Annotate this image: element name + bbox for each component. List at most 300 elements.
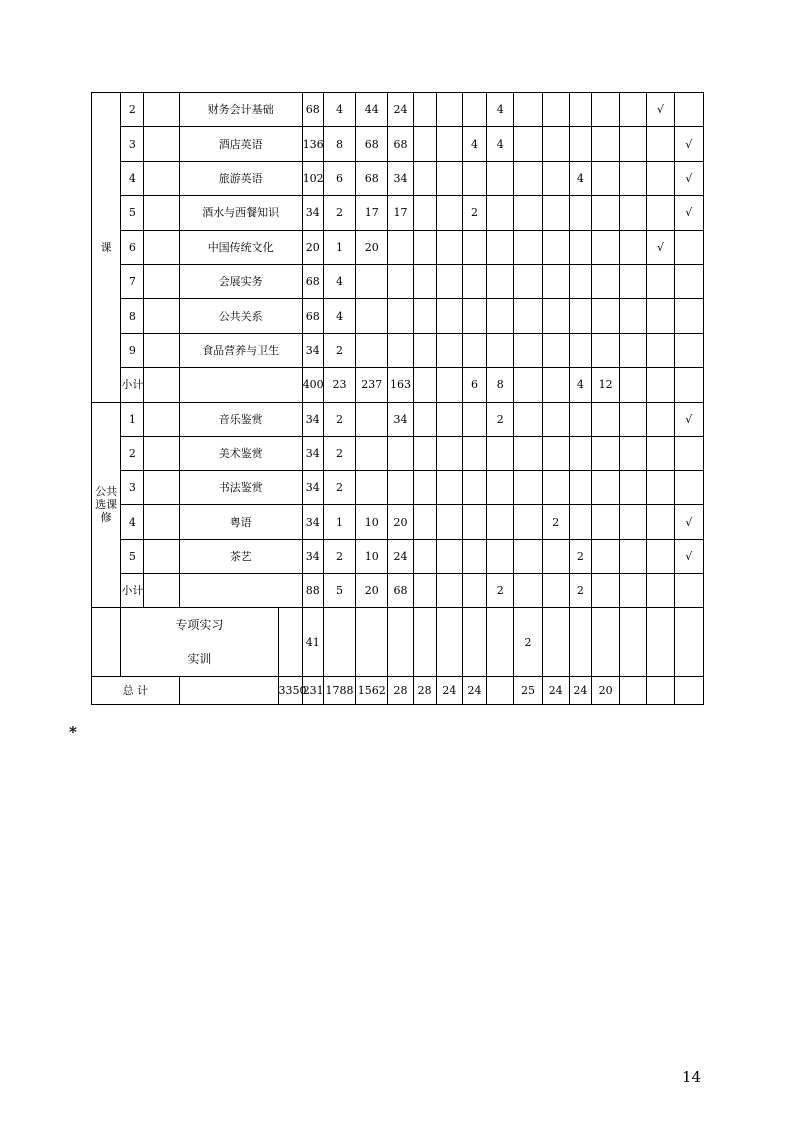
cell-theory: 20 <box>356 230 388 264</box>
cell-c13 <box>514 333 542 367</box>
cell-c14 <box>542 402 569 436</box>
cell-practice <box>388 230 413 264</box>
cell-c15 <box>569 196 591 230</box>
cell-practice <box>388 436 413 470</box>
cell-total-c10: 28 <box>413 677 436 705</box>
table-row <box>92 93 704 127</box>
cell-theory: 237 <box>356 368 388 402</box>
cell-c19 <box>674 333 703 367</box>
cell-total-c16: 20 <box>591 677 619 705</box>
cell-no: 9 <box>121 333 144 367</box>
cell-practice: 34 <box>388 161 413 195</box>
cell-c11: 4 <box>462 127 486 161</box>
cell-c9 <box>413 230 436 264</box>
cell-c13 <box>514 574 542 608</box>
cell-c17 <box>620 333 647 367</box>
cell-c14 <box>542 161 569 195</box>
cell-no: 小计 <box>121 574 144 608</box>
table-row <box>92 196 704 230</box>
cell-empty <box>144 333 179 367</box>
cell-practice: 17 <box>388 196 413 230</box>
cell-c12: 4 <box>487 127 514 161</box>
cell-hours: 34 <box>302 333 323 367</box>
cell-no: 7 <box>121 264 144 298</box>
cell-name: 会展实务 <box>179 264 302 298</box>
cell-empty <box>144 436 179 470</box>
cell-theory: 17 <box>356 196 388 230</box>
cell-credits: 5 <box>323 574 355 608</box>
cell-credits: 1 <box>323 505 355 539</box>
cell-c12: 4 <box>487 93 514 127</box>
cell-hours: 136 <box>302 127 323 161</box>
project-label-line2: 实训 <box>187 652 212 667</box>
cell-c18 <box>647 539 674 573</box>
cell-name: 书法鉴赏 <box>179 471 302 505</box>
table-row <box>92 402 704 436</box>
cell-c14 <box>542 436 569 470</box>
cell-c14: 2 <box>514 608 542 677</box>
cell-total-practice: 1562 <box>356 677 388 705</box>
cell-c14 <box>542 368 569 402</box>
cell-c9 <box>413 93 436 127</box>
cell-c13 <box>514 93 542 127</box>
cell-c9 <box>413 333 436 367</box>
cell-c17 <box>620 230 647 264</box>
cell-total-c17 <box>620 677 647 705</box>
table-row <box>92 264 704 298</box>
cell-c18 <box>647 505 674 539</box>
cell-c9 <box>413 471 436 505</box>
cell-c19: √ <box>674 402 703 436</box>
cell-no: 1 <box>121 402 144 436</box>
cell-c12 <box>487 230 514 264</box>
cell-c9 <box>413 196 436 230</box>
cell-total-c19 <box>674 677 703 705</box>
cell-practice: 68 <box>388 127 413 161</box>
cell-theory: 20 <box>356 574 388 608</box>
cell-credits: 2 <box>323 196 355 230</box>
cell-name: 旅游英语 <box>179 161 302 195</box>
cell-c10 <box>436 539 462 573</box>
cell-hours <box>278 608 302 677</box>
group-public-label-line: 修 <box>100 511 112 525</box>
cell-credits: 6 <box>323 161 355 195</box>
cell-hours: 34 <box>302 505 323 539</box>
group-label-public <box>92 402 121 608</box>
cell-c18 <box>647 471 674 505</box>
cell-c16 <box>591 574 619 608</box>
cell-c10 <box>436 574 462 608</box>
cell-theory: 10 <box>356 539 388 573</box>
cell-c16 <box>591 471 619 505</box>
table-row <box>92 230 704 264</box>
cell-credits: 4 <box>323 299 355 333</box>
cell-hours: 88 <box>302 574 323 608</box>
cell-c18 <box>647 196 674 230</box>
cell-name: 食品营养与卫生 <box>179 333 302 367</box>
cell-c19 <box>674 264 703 298</box>
cell-total-credits: 231 <box>302 677 323 705</box>
cell-c18: √ <box>647 230 674 264</box>
cell-c13 <box>514 436 542 470</box>
cell-empty <box>144 574 179 608</box>
cell-c13 <box>514 264 542 298</box>
cell-c18 <box>647 574 674 608</box>
cell-hours: 400 <box>302 368 323 402</box>
cell-c16 <box>591 196 619 230</box>
cell-c15: 4 <box>569 368 591 402</box>
cell-c11 <box>462 505 486 539</box>
cell-hours: 20 <box>302 230 323 264</box>
cell-theory <box>356 436 388 470</box>
cell-c12: 8 <box>487 368 514 402</box>
table-body <box>92 93 704 705</box>
cell-credits: 2 <box>323 539 355 573</box>
cell-theory: 44 <box>356 93 388 127</box>
table-row <box>92 539 704 573</box>
cell-c12 <box>487 264 514 298</box>
table-row <box>92 574 704 608</box>
cell-no: 5 <box>121 539 144 573</box>
cell-credits: 8 <box>323 127 355 161</box>
cell-credits: 2 <box>323 471 355 505</box>
table-row <box>92 368 704 402</box>
course-schedule-table <box>91 92 704 705</box>
cell-c12 <box>487 161 514 195</box>
cell-hours: 34 <box>302 402 323 436</box>
cell-c14 <box>542 471 569 505</box>
table-row <box>92 505 704 539</box>
cell-empty <box>144 471 179 505</box>
cell-name: 财务会计基础 <box>179 93 302 127</box>
cell-c10 <box>436 402 462 436</box>
group-public-label-line: 选课 <box>95 498 118 512</box>
table-row-project <box>92 608 704 677</box>
cell-c19: √ <box>674 127 703 161</box>
cell-no: 3 <box>121 471 144 505</box>
cell-c13 <box>514 127 542 161</box>
cell-total-c11: 24 <box>436 677 462 705</box>
cell-c9 <box>413 539 436 573</box>
cell-no: 4 <box>121 505 144 539</box>
cell-practice: 34 <box>388 402 413 436</box>
cell-empty <box>144 264 179 298</box>
cell-c9 <box>413 402 436 436</box>
cell-c10 <box>436 161 462 195</box>
cell-c19 <box>674 471 703 505</box>
cell-theory: 68 <box>356 161 388 195</box>
cell-empty <box>144 127 179 161</box>
cell-empty <box>144 368 179 402</box>
cell-c10 <box>436 127 462 161</box>
cell-c10 <box>436 471 462 505</box>
table-row <box>92 471 704 505</box>
cell-c17 <box>620 368 647 402</box>
cell-c9 <box>413 299 436 333</box>
cell-c11 <box>462 436 486 470</box>
cell-c19: √ <box>674 196 703 230</box>
cell-c11 <box>462 333 486 367</box>
cell-c19: √ <box>674 539 703 573</box>
cell-c13 <box>514 299 542 333</box>
cell-c11 <box>462 161 486 195</box>
cell-empty <box>144 539 179 573</box>
cell-practice: 163 <box>388 368 413 402</box>
cell-credits: 41 <box>302 608 323 677</box>
cell-credits: 2 <box>323 436 355 470</box>
cell-c18 <box>647 333 674 367</box>
cell-c19 <box>674 93 703 127</box>
cell-hours: 34 <box>302 436 323 470</box>
cell-c17 <box>620 402 647 436</box>
table-row <box>92 127 704 161</box>
cell-c14: 2 <box>542 505 569 539</box>
cell-name: 公共关系 <box>179 299 302 333</box>
cell-c16 <box>591 333 619 367</box>
cell-theory: 10 <box>356 505 388 539</box>
cell-c10 <box>436 264 462 298</box>
cell-theory <box>356 333 388 367</box>
cell-c16 <box>591 93 619 127</box>
cell-c10 <box>436 299 462 333</box>
cell-c11 <box>462 574 486 608</box>
cell-c13 <box>514 471 542 505</box>
cell-c17 <box>620 264 647 298</box>
cell-c14 <box>542 574 569 608</box>
cell-name: 中国传统文化 <box>179 230 302 264</box>
cell-c16 <box>591 161 619 195</box>
group-public-label-line: 公共 <box>95 485 118 499</box>
cell-name: 粤语 <box>179 505 302 539</box>
cell-practice <box>388 264 413 298</box>
table-row <box>92 333 704 367</box>
cell-c15 <box>569 402 591 436</box>
cell-hours: 34 <box>302 196 323 230</box>
project-label <box>121 608 278 677</box>
cell-hours: 34 <box>302 471 323 505</box>
cell-total-c13 <box>487 677 514 705</box>
cell-c15 <box>569 505 591 539</box>
cell-name: 酒水与西餐知识 <box>179 196 302 230</box>
cell-c9 <box>413 368 436 402</box>
cell-c16 <box>591 127 619 161</box>
cell-empty <box>144 402 179 436</box>
cell-credits: 23 <box>323 368 355 402</box>
cell-hours: 34 <box>302 539 323 573</box>
cell-hours: 68 <box>302 299 323 333</box>
cell-c13 <box>514 505 542 539</box>
cell-c12: 2 <box>487 402 514 436</box>
cell-no: 5 <box>121 196 144 230</box>
cell-c19 <box>674 436 703 470</box>
cell-c17 <box>620 299 647 333</box>
cell-c9 <box>413 505 436 539</box>
cell-total-c12: 24 <box>462 677 486 705</box>
cell-c13 <box>514 402 542 436</box>
cell-c18 <box>647 299 674 333</box>
cell-empty <box>144 161 179 195</box>
cell-c12 <box>487 505 514 539</box>
table-row <box>92 161 704 195</box>
cell-c18 <box>647 161 674 195</box>
cell-c10 <box>436 230 462 264</box>
cell-c16 <box>591 505 619 539</box>
cell-c11 <box>462 539 486 573</box>
cell-total-c9: 28 <box>388 677 413 705</box>
cell-theory <box>356 264 388 298</box>
cell-c19: √ <box>674 505 703 539</box>
cell-total-c15: 24 <box>569 677 591 705</box>
cell-name <box>179 574 302 608</box>
cell-c9 <box>413 264 436 298</box>
cell-c15 <box>569 264 591 298</box>
cell-total-hours: 3350 <box>278 677 302 705</box>
cell-c19: √ <box>674 161 703 195</box>
cell-c11: 6 <box>462 368 486 402</box>
page-number: 14 <box>682 1068 702 1086</box>
cell-credits: 2 <box>323 402 355 436</box>
cell-c17 <box>620 505 647 539</box>
cell-c15: 2 <box>569 539 591 573</box>
cell-c15 <box>569 93 591 127</box>
cell-c18 <box>647 436 674 470</box>
cell-practice <box>388 471 413 505</box>
cell-theory <box>356 402 388 436</box>
cell-c12 <box>487 196 514 230</box>
table-row-total <box>92 677 704 705</box>
cell-total-theory: 1788 <box>323 677 355 705</box>
cell-c16 <box>591 230 619 264</box>
cell-practice <box>388 299 413 333</box>
cell-c10 <box>436 196 462 230</box>
cell-c14 <box>542 93 569 127</box>
cell-total-c18 <box>647 677 674 705</box>
cell-total-c14: 25 <box>514 677 542 705</box>
cell-c10 <box>436 436 462 470</box>
cell-c14 <box>542 333 569 367</box>
group-label-top <box>92 93 121 403</box>
cell-c9 <box>413 161 436 195</box>
cell-hours: 68 <box>302 264 323 298</box>
cell-c17 <box>620 93 647 127</box>
group-top-label: 课 <box>100 240 112 254</box>
cell-c17 <box>620 436 647 470</box>
cell-c18: √ <box>647 93 674 127</box>
cell-c12 <box>487 539 514 573</box>
cell-practice: 68 <box>388 574 413 608</box>
cell-c16: 12 <box>591 368 619 402</box>
cell-credits: 4 <box>323 93 355 127</box>
cell-c15 <box>569 127 591 161</box>
project-label-line1: 专项实习 <box>175 618 224 633</box>
cell-c19 <box>674 230 703 264</box>
cell-c10 <box>436 505 462 539</box>
cell-credits: 2 <box>323 333 355 367</box>
cell-hours: 102 <box>302 161 323 195</box>
cell-c18 <box>647 264 674 298</box>
cell-c12 <box>487 471 514 505</box>
cell-c12 <box>487 436 514 470</box>
cell-c14 <box>542 299 569 333</box>
cell-c10 <box>436 368 462 402</box>
cell-c15 <box>569 333 591 367</box>
table-row <box>92 299 704 333</box>
cell-c16 <box>591 264 619 298</box>
cell-c11 <box>462 93 486 127</box>
cell-c17 <box>620 471 647 505</box>
cell-c13 <box>514 539 542 573</box>
cell-c16 <box>591 402 619 436</box>
cell-c15: 4 <box>569 161 591 195</box>
cell-c10 <box>436 333 462 367</box>
cell-empty <box>144 505 179 539</box>
cell-c11 <box>462 402 486 436</box>
cell-c14 <box>542 196 569 230</box>
cell-name: 美术鉴赏 <box>179 436 302 470</box>
cell-empty <box>179 677 278 705</box>
cell-c11 <box>462 264 486 298</box>
cell-name <box>179 368 302 402</box>
cell-no: 2 <box>121 93 144 127</box>
cell-name: 酒店英语 <box>179 127 302 161</box>
cell-practice: 20 <box>388 505 413 539</box>
cell-c18 <box>647 368 674 402</box>
cell-c18 <box>647 402 674 436</box>
cell-c17 <box>620 161 647 195</box>
cell-empty <box>144 299 179 333</box>
cell-no: 8 <box>121 299 144 333</box>
cell-c16 <box>591 539 619 573</box>
cell-c14 <box>542 127 569 161</box>
cell-theory <box>356 299 388 333</box>
cell-c19 <box>674 574 703 608</box>
cell-practice: 24 <box>388 539 413 573</box>
cell-c12 <box>487 299 514 333</box>
cell-c11: 2 <box>462 196 486 230</box>
cell-empty <box>144 230 179 264</box>
cell-c10 <box>436 93 462 127</box>
cell-c14 <box>542 539 569 573</box>
cell-c13 <box>514 161 542 195</box>
cell-c15 <box>569 436 591 470</box>
cell-c17 <box>620 539 647 573</box>
cell-empty <box>144 93 179 127</box>
cell-c14 <box>542 264 569 298</box>
cell-no: 2 <box>121 436 144 470</box>
cell-c17 <box>620 127 647 161</box>
cell-c16 <box>591 299 619 333</box>
cell-c12: 2 <box>487 574 514 608</box>
cell-total-c14b: 24 <box>542 677 569 705</box>
cell-c15 <box>569 299 591 333</box>
cell-no: 4 <box>121 161 144 195</box>
cell-c19 <box>674 368 703 402</box>
cell-c9 <box>413 127 436 161</box>
cell-practice <box>388 333 413 367</box>
cell-c11 <box>462 230 486 264</box>
cell-no: 小计 <box>121 368 144 402</box>
cell-c15: 2 <box>569 574 591 608</box>
cell-c13 <box>514 196 542 230</box>
cell-name: 茶艺 <box>179 539 302 573</box>
table-row <box>92 436 704 470</box>
cell-c12 <box>487 333 514 367</box>
cell-theory <box>356 471 388 505</box>
cell-c13 <box>514 368 542 402</box>
cell-c19 <box>674 299 703 333</box>
cell-theory: 68 <box>356 127 388 161</box>
footnote-mark: * <box>69 723 77 741</box>
